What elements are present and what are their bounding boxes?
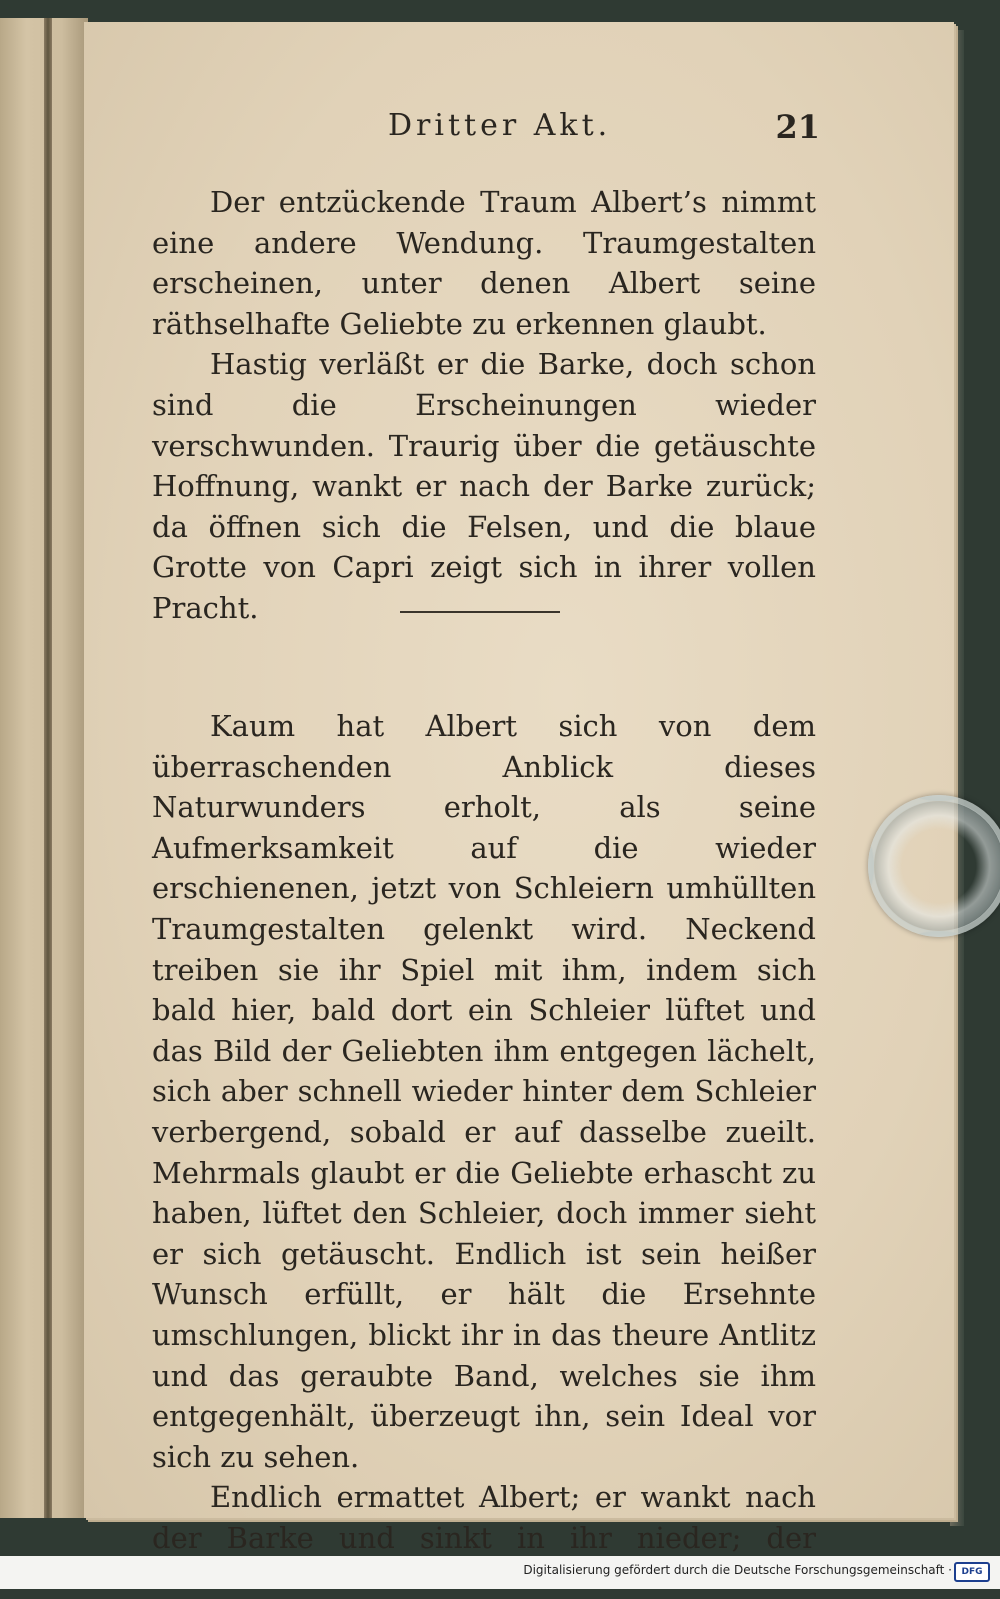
page-header [300,88,820,148]
digitization-credit: Digitalisierung gefördert durch die Deutsche Forschungsgemeinschaft · [523,1563,952,1577]
text-section-1 [152,182,816,629]
section-divider [400,611,560,613]
book-spine [44,18,52,1518]
paragraph: Hastig verläßt er die Barke, doch schon sind die Erscheinungen wieder verschwunden. Traurig über die getäuschte Hoffnung, wankt er nach der Barke zurück; da öffnen sich die Felsen, und die blaue Grotte von Capri zeigt sich in ihrer vollen Pracht. [152,347,816,625]
paragraph: Kaum hat Albert sich von dem überraschenden Anblick dieses Naturwunders erholt, als seine Aufmerksamkeit auf die wieder erschienenen, jetzt von Schleiern umhüllten Traumgestalten gelenkt wird. Neckend treiben sie ihr Spiel mit ihm, indem sich bald hier, bald dort ein Schleier lüftet und das Bild der Geliebten ihm entgegen lächelt, sich aber schnell wieder hinter dem Schleier verbergend, sobald er auf dasselbe zueilt. Mehrmals glaubt er die Geliebte erhascht zu haben, lüftet den Schleier, doch immer sieht er sich getäuscht. Endlich ist sein heißer Wunsch erfüllt, er hält die Ersehnte umschlungen, blickt ihr in das theure Antlitz und das geraubte Band, welches sie ihm entgegenhält, überzeugt ihn, sein Ideal vor sich zu sehen. [152,709,816,1474]
running-head: Dritter Akt. [388,108,612,143]
paragraph: Endlich ermattet Albert; er wankt nach der Barke und sinkt in ihr nieder; der [152,1480,816,1555]
paragraph: Der entzückende Traum Albert’s nimmt eine andere Wendung. Traumgestalten erscheinen, unter denen Albert seine räthselhafte Geliebte zu erkennen glaubt. [152,185,816,341]
footer-bar [0,1556,1000,1589]
page-number: 21 [775,108,820,146]
page-clip [868,795,1000,937]
previous-page-edge [0,18,88,1518]
text-section-2 [152,706,816,1599]
dfg-logo-icon: DFG [954,1562,990,1582]
